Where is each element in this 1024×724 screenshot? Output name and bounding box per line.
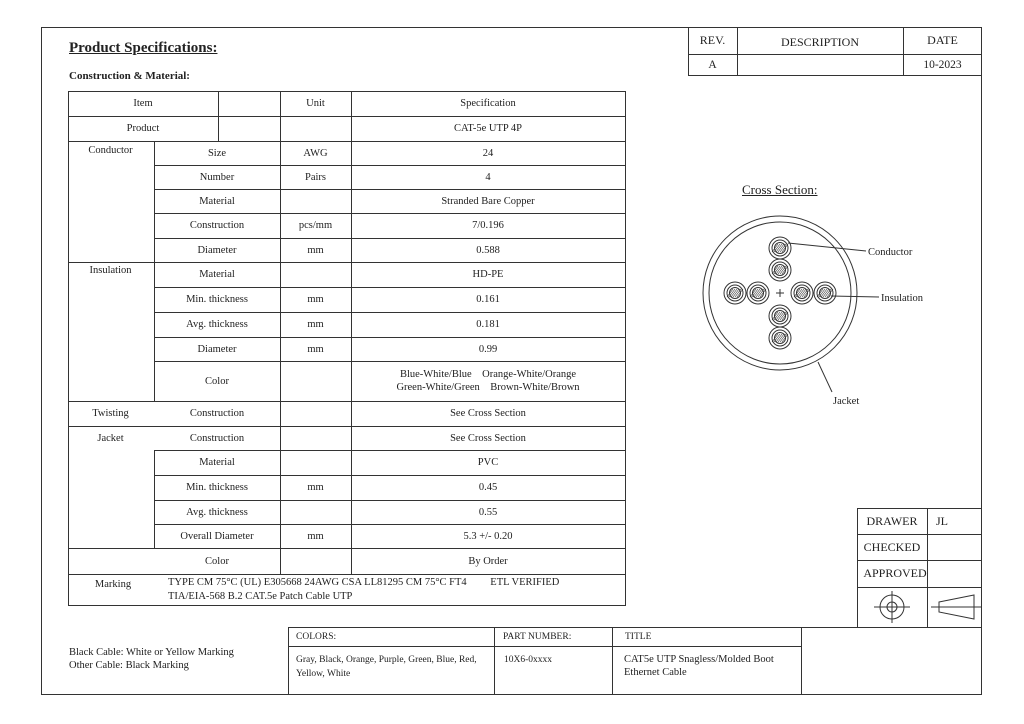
row-sub-item: Material: [199, 457, 235, 468]
group-marking: Marking: [94, 578, 132, 590]
row-unit: mm: [307, 530, 324, 542]
section-subtitle: Construction & Material:: [69, 70, 190, 82]
group-conductor: Conductor: [88, 144, 133, 156]
row-sub-item: Material: [199, 195, 235, 207]
rev-value: A: [708, 58, 717, 71]
row-sub-item: Size: [207, 147, 227, 159]
title-label: TITLE: [625, 632, 652, 642]
row-unit: [280, 450, 351, 475]
group-jacket: Jacket: [97, 432, 124, 444]
row-sub-item: Overall Diameter: [180, 530, 254, 542]
product-spec: CAT-5e UTP 4P: [453, 122, 523, 134]
row-spec: [351, 361, 625, 401]
label-jacket: Jacket: [833, 396, 860, 407]
row-spec: HD-PE: [472, 269, 504, 280]
row-unit: Pairs: [305, 171, 326, 183]
rev-header: REV.: [699, 33, 726, 47]
row-spec: 0.181: [476, 319, 500, 330]
row-spec: PVC: [477, 457, 499, 468]
row-unit: [280, 426, 351, 450]
row-unit: [280, 401, 351, 426]
row-unit: mm: [307, 343, 324, 355]
header-specification: Specification: [460, 98, 516, 109]
note-line-2: Other Cable: Black Marking: [69, 660, 189, 671]
row-sub-item: Min. thickness: [186, 294, 248, 305]
row-spec: 0.99: [478, 343, 498, 355]
row-spec: 0.588: [476, 244, 500, 256]
row-unit: [280, 189, 351, 213]
row-spec: 0.45: [478, 482, 498, 493]
title-value-line-2: Ethernet Cable: [624, 667, 687, 678]
colors-value-line-1: Gray, Black, Orange, Purple, Green, Blue, Red,: [296, 655, 477, 665]
row-unit: mm: [307, 244, 324, 256]
row-sub-item: Min. thickness: [186, 482, 248, 493]
row-spec: 0.55: [478, 506, 498, 518]
product-label: Product: [126, 122, 160, 134]
row-spec: Stranded Bare Copper: [441, 195, 535, 207]
spec-table: [68, 91, 626, 606]
row-unit: [280, 548, 351, 574]
label-conductor: Conductor: [868, 247, 913, 258]
part-number-value: 10X6-0xxxx: [504, 655, 553, 665]
row-spec: See Cross Section: [450, 408, 526, 419]
approval-block: [857, 508, 982, 627]
row-spec-line-1: Blue-White/Blue Orange-White/Orange: [399, 369, 577, 380]
header-unit: Unit: [306, 98, 325, 109]
row-unit: [280, 361, 351, 401]
title-block: [288, 627, 982, 695]
note-line-1: Black Cable: White or Yellow Marking: [69, 647, 234, 658]
drawer-value: JL: [936, 513, 948, 528]
marking-line-1: TYPE CM 75°C (UL) E305668 24AWG CSA LL81295 CM 75°C FT4 ETL VERIFIED: [168, 577, 560, 588]
row-spec-line-2: Green-White/Green Brown-White/Brown: [396, 382, 580, 393]
row-spec: 0.161: [476, 294, 500, 305]
row-unit: mm: [307, 294, 324, 305]
leader-insulation: [831, 296, 879, 297]
marking-line-2: TIA/EIA-568 B.2 CAT.5e Patch Cable UTP: [168, 591, 353, 602]
cross-section-diagram: [690, 210, 940, 410]
checked-value: [927, 534, 982, 560]
row-sub-item: Number: [199, 171, 235, 183]
group-insulation: Insulation: [89, 264, 132, 276]
header-item: Item: [133, 98, 153, 109]
row-unit: mm: [307, 319, 324, 330]
row-sub-item: Avg. thickness: [186, 506, 248, 518]
date-header: DATE: [927, 33, 958, 47]
row-unit: AWG: [303, 147, 328, 159]
approved-value: [927, 560, 982, 587]
projection-symbol-icon: [857, 588, 982, 627]
drawer-label: DRAWER: [866, 513, 918, 528]
row-sub-item: Color: [205, 375, 229, 387]
row-sub-item: Construction: [189, 432, 245, 444]
description-value: [737, 55, 903, 75]
leader-jacket: [818, 362, 832, 392]
row-sub-item: Construction: [189, 220, 245, 231]
title-value-line-1: CAT5e UTP Snagless/Molded Boot: [624, 654, 774, 665]
row-spec: 5.3 +/- 0.20: [463, 530, 513, 542]
row-sub-item: Diameter: [197, 244, 237, 256]
date-value: 10-2023: [923, 58, 962, 71]
row-unit: [280, 262, 351, 287]
row-sub-item: Construction: [189, 408, 245, 419]
group-twisting: Twisting: [92, 408, 129, 419]
row-spec: 7/0.196: [472, 220, 504, 231]
row-spec: See Cross Section: [450, 432, 526, 444]
row-sub-item: Color: [205, 555, 229, 567]
label-insulation: Insulation: [881, 293, 923, 304]
approved-label: APPROVED: [863, 566, 927, 580]
row-spec: By Order: [468, 555, 508, 567]
description-header: DESCRIPTION: [780, 35, 859, 49]
cross-section-title: Cross Section:: [742, 182, 818, 197]
page-title: Product Specifications:: [69, 40, 218, 56]
row-spec: 24: [482, 147, 494, 159]
row-unit: mm: [307, 482, 324, 493]
row-sub-item: Material: [199, 269, 235, 280]
colors-value-line-2: Yellow, White: [296, 669, 351, 679]
revision-block: [688, 27, 982, 76]
leader-conductor: [788, 243, 866, 251]
colors-label: COLORS:: [296, 632, 337, 642]
checked-label: CHECKED: [863, 539, 921, 554]
part-number-label: PART NUMBER:: [503, 632, 572, 642]
row-unit: pcs/mm: [298, 220, 333, 231]
row-sub-item: Diameter: [197, 343, 237, 355]
row-spec: 4: [485, 171, 491, 183]
row-sub-item: Avg. thickness: [186, 319, 248, 330]
row-unit: [280, 500, 351, 524]
